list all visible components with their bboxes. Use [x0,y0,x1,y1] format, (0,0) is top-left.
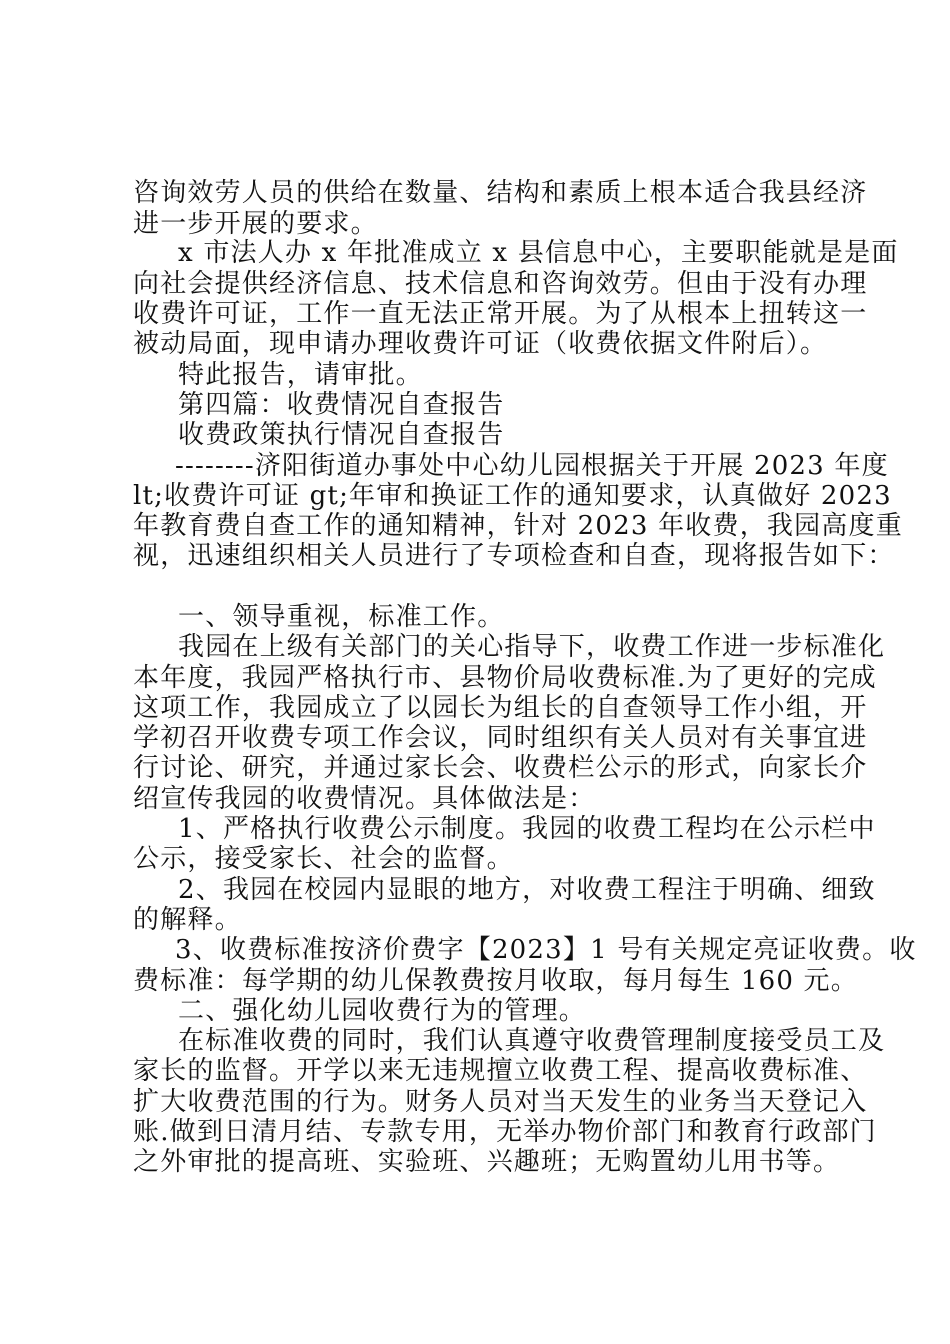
text-line: 费标准：每学期的幼儿保教费按月收取，每月每生 160 元。 [133,966,858,996]
list-item: 1、严格执行收费公示制度。我园的收费工程均在公示栏中 [178,814,876,844]
text-line: 扩大收费范围的行为。财务人员对当天发生的业务当天登记入 [133,1087,868,1117]
text-line: lt;收费许可证 gt;年审和换证工作的通知要求，认真做好 2023 [133,481,892,511]
text-line: 在标准收费的同时，我们认真遵守收费管理制度接受员工及 [178,1026,886,1056]
text-line: 这项工作，我园成立了以园长为组长的自查领导工作小组，开 [133,693,868,723]
section-heading: 二、强化幼儿园收费行为的管理。 [178,996,587,1026]
text-line: 我园在上级有关部门的关心指导下，收费工作进一步标准化 [178,632,886,662]
text-line: 年教育费自查工作的通知精神，针对 2023 年收费，我园高度重 [133,511,903,541]
text-line: 家长的监督。开学以来无违规擅立收费工程、提高收费标准、 [133,1056,868,1086]
text-line: 学初召开收费专项工作会议，同时组织有关人员对有关事宜进 [133,723,868,753]
text-line: 之外审批的提高班、实验班、兴趣班；无购置幼儿用书等。 [133,1147,841,1177]
text-line: 的解释。 [133,905,242,935]
text-line: 账.做到日清月结、专款专用，无举办物价部门和教育行政部门 [133,1117,877,1147]
section-heading: 一、领导重视，标准工作。 [178,602,505,632]
text-line: 视，迅速组织相关人员进行了专项检查和自查，现将报告如下： [133,541,895,571]
text-line: x 市法人办 x 年批准成立 x 县信息中心，主要职能就是是面 [178,238,899,268]
list-item: 3、收费标准按济价费字【2023】1 号有关规定亮证收费。收 [175,935,917,965]
text-line: 咨询效劳人员的供给在数量、结构和素质上根本适合我县经济 [133,178,868,208]
text-line: 进一步开展的要求。 [133,209,378,239]
text-line: 公示，接受家长、社会的监督。 [133,844,514,874]
section-heading: 第四篇：收费情况自查报告 [178,390,505,420]
text-line: 向社会提供经济信息、技术信息和咨询效劳。但由于没有办理 [133,269,868,299]
text-line: 收费许可证，工作一直无法正常开展。为了从根本上扭转这一 [133,299,868,329]
text-line: 被动局面，现申请办理收费许可证（收费依据文件附后）。 [133,329,828,359]
text-line: 特此报告，请审批。 [178,360,423,390]
text-line: 行讨论、研究，并通过家长会、收费栏公示的形式，向家长介 [133,753,868,783]
list-item: 2、我园在校园内显眼的地方，对收费工程注于明确、细致 [178,875,876,905]
text-line: 本年度，我园严格执行市、县物价局收费标准.为了更好的完成 [133,663,877,693]
report-title: 收费政策执行情况自查报告 [178,420,505,450]
text-line: 绍宣传我园的收费情况。具体做法是： [133,784,596,814]
text-line: --------济阳街道办事处中心幼儿园根据关于开展 2023 年度 [175,451,889,481]
